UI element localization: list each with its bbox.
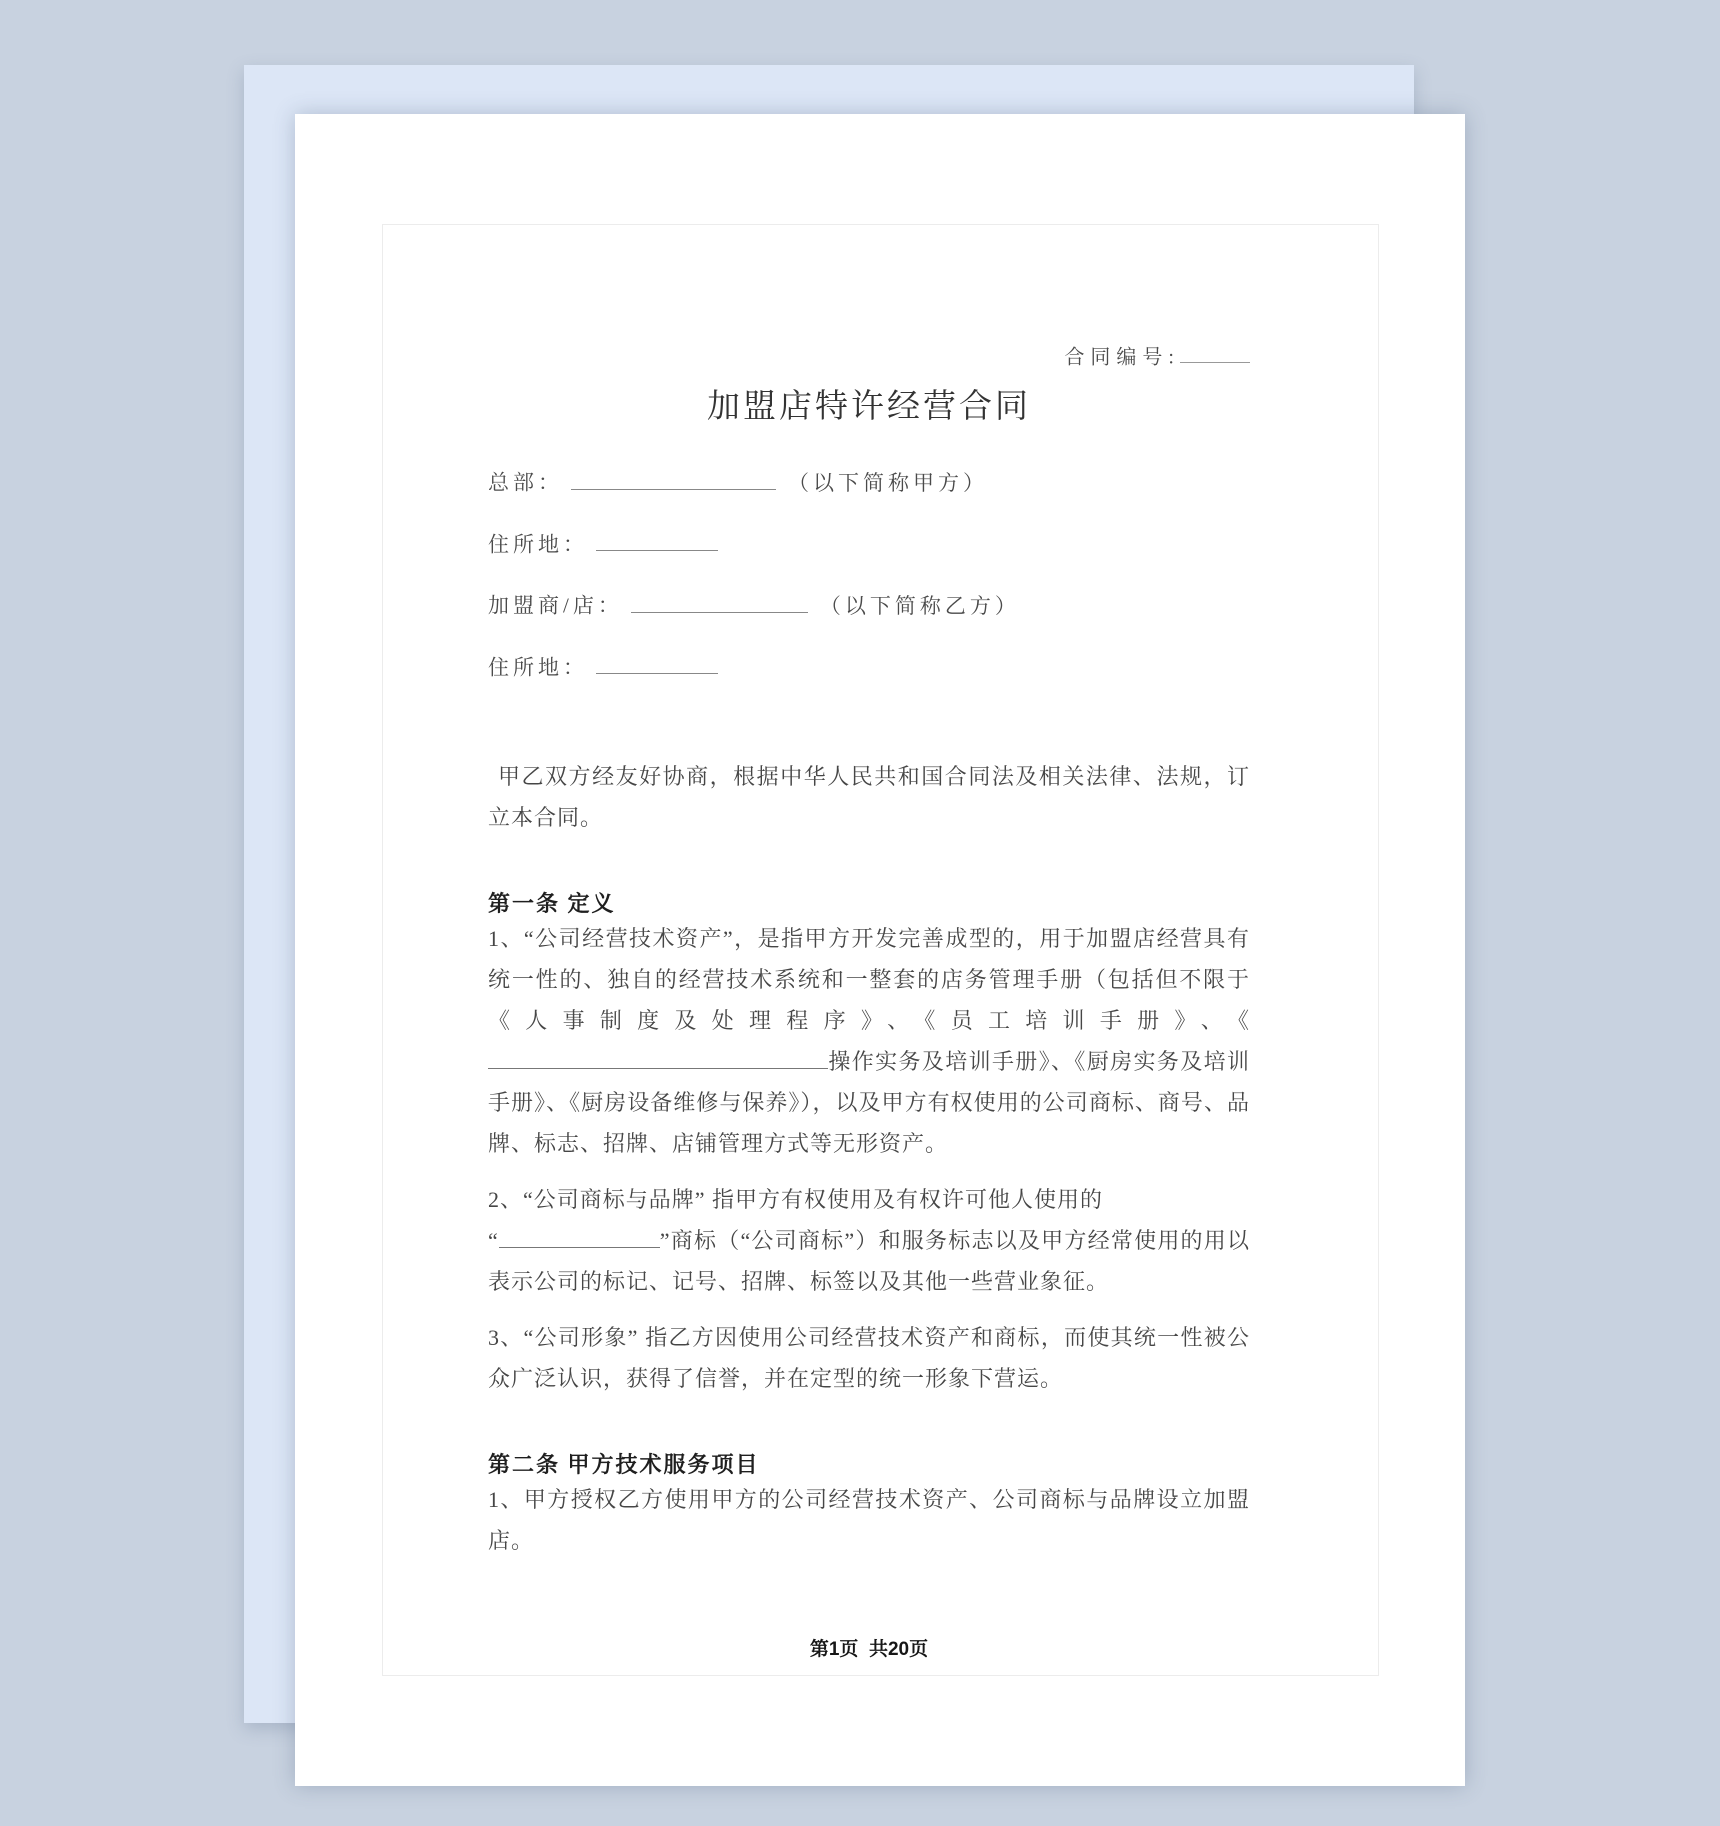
section-heading: 第二条 甲方技术服务项目 (488, 1452, 760, 1478)
clause-text: 3、“公司形象” 指乙方因使用公司经营技术资产和商标，而使其统一性被公众广泛认识，获得了信誉，并在定型的统一形象下营运。 (488, 1325, 1250, 1392)
clause-text: 2、“公司商标与品牌” 指甲方有权使用及有权许可他人使用的 (488, 1187, 1104, 1213)
contract-sections (488, 890, 1250, 1561)
contract-number-label: 合同编号: (1064, 346, 1180, 369)
party-field-row (488, 652, 1250, 681)
contract-clause (488, 918, 1250, 1164)
party-field-note: （以下简称乙方） (819, 593, 1020, 618)
clause-text: 1、“公司经营技术资产”，是指甲方开发完善成型的，用于加盟店经营具有统一性的、独自的经营技术系统和一整套的店务管理手册（包括但不限于《人事制度及处理程序》、《员工培训手册》、《 (488, 926, 1250, 1034)
contract-number-line (488, 342, 1250, 371)
party-field-row (488, 467, 1250, 496)
party-field-row (488, 529, 1250, 558)
party-field-label: 住所地： (488, 532, 588, 557)
clause-text: ”商标（“公司商标”）和服务标志以及甲方经常使用的用以表示公司的标记、记号、招牌、标签以及其他一些营业象征。 (488, 1228, 1250, 1295)
party-field-label: 总部： (488, 470, 563, 495)
fill-in-blank (499, 1225, 660, 1248)
fill-in-blank (488, 1046, 828, 1069)
party-field-row (488, 590, 1250, 619)
contract-clause (488, 1479, 1250, 1561)
document-page (295, 114, 1465, 1786)
page-content (488, 114, 1250, 1663)
contract-clause (488, 1317, 1250, 1399)
party-field-note: （以下简称甲方） (788, 470, 988, 495)
section-heading: 第一条 定义 (488, 891, 616, 917)
fill-in-blank (596, 652, 718, 674)
contract-no-blank (1180, 342, 1250, 363)
clause-text: 1、甲方授权乙方使用甲方的公司经营技术资产、公司商标与品牌设立加盟店。 (488, 1487, 1250, 1554)
party-fields (488, 467, 1250, 681)
page-footer: 第1页 共20页 (809, 1639, 929, 1661)
fill-in-blank (571, 467, 776, 489)
contract-clause (488, 1179, 1250, 1302)
clause-text: “ (488, 1228, 499, 1254)
party-field-label: 住所地： (488, 655, 588, 680)
fill-in-blank (631, 590, 808, 612)
clause-text: 操作实务及培训手册》、《厨房实务及培训手册》、《厨房设备维修与保养》），以及甲方有权使用的公司商标、商号、品牌、标志、招牌、店铺管理方式等无形资产。 (488, 1049, 1250, 1157)
fill-in-blank (596, 529, 718, 551)
document-title: 加盟店特许经营合同 (707, 389, 1031, 426)
party-field-label: 加盟商/店： (488, 593, 623, 618)
intro-paragraph: 甲乙双方经友好协商，根据中华人民共和国合同法及相关法律、法规，订立本合同。 (488, 764, 1250, 831)
